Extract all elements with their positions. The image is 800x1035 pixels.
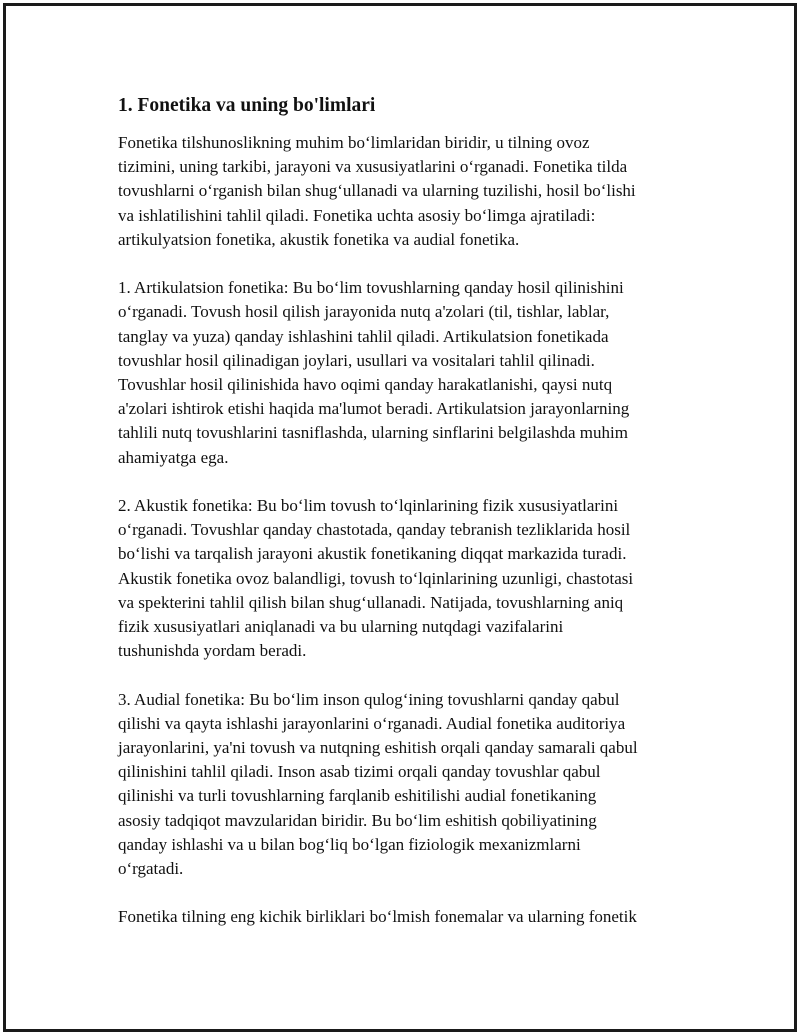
text-line: 1. Artikulatsion fonetika: Bu bo‘lim tovushlarning qanday hosil qilinishini <box>118 278 624 298</box>
document-body <box>118 92 688 954</box>
text-line: o‘rgatadi. <box>118 859 184 879</box>
text-line: artikulyatsion fonetika, akustik fonetika va audial fonetika. <box>118 229 520 249</box>
text-line: bo‘lishi va tarqalish jarayoni akustik fonetikaning diqqat markazida turadi. <box>118 544 627 564</box>
text-line: qilinishini tahlil qiladi. Inson asab tizimi orqali qanday tovushlar qabul <box>118 762 601 782</box>
section-heading: 1. Fonetika va uning bo'limlari <box>118 95 376 116</box>
text-line: o‘rganadi. Tovush hosil qilish jarayonida nutq a'zolari (til, tishlar, lablar, <box>118 302 610 322</box>
text-line: Fonetika tilning eng kichik birliklari bo‘lmish fonemalar va ularning fonetik <box>118 907 637 927</box>
text-line: Akustik fonetika ovoz balandligi, tovush to‘lqinlarining uzunligi, chastotasi <box>118 568 634 588</box>
text-line: 3. Audial fonetika: Bu bo‘lim inson qulog‘ining tovushlarni qanday qabul <box>118 689 620 709</box>
text-line: va spekterini tahlil qilish bilan shug‘ullanadi. Natijada, tovushlarning aniq <box>118 592 624 612</box>
text-line: 2. Akustik fonetika: Bu bo‘lim tovush to‘lqinlarining fizik xususiyatlarini <box>118 496 619 516</box>
paragraph-acoustic <box>118 494 688 663</box>
text-line: va ishlatilishini tahlil qiladi. Fonetika uchta asosiy bo‘limga ajratiladi: <box>118 205 596 225</box>
text-line: qanday ishlashi va u bilan bog‘liq bo‘lgan fiziologik mexanizmlarni <box>118 834 581 854</box>
text-line: fizik xususiyatlari aniqlanadi va bu ularning nutqdagi vazifalarini <box>118 617 564 637</box>
text-line: tushunishda yordam beradi. <box>118 641 307 661</box>
paragraph-articulatory <box>118 276 688 470</box>
text-line: tanglay va yuza) qanday ishlashini tahlil qiladi. Artikulatsion fonetikada <box>118 326 609 346</box>
text-line: tahlili nutq tovushlarini tasniflashda, ularning sinflarini belgilashda muhim <box>118 423 628 443</box>
text-line: Tovushlar hosil qilinishida havo oqimi qanday harakatlanishi, qaysi nutq <box>118 375 613 395</box>
text-line: qilinishi va turli tovushlarning farqlanib eshitilishi audial fonetikaning <box>118 786 597 806</box>
paragraph-auditory <box>118 688 688 882</box>
paragraph-closing <box>118 905 688 929</box>
text-line: o‘rganadi. Tovushlar qanday chastotada, qanday tebranish tezliklarida hosil <box>118 520 631 540</box>
text-line: tovushlar hosil qilinadigan joylari, usullari va vositalari tahlil qilinadi. <box>118 350 595 370</box>
text-line: asosiy tadqiqot mavzularidan biridir. Bu bo‘lim eshitish qobiliyatining <box>118 810 597 830</box>
paragraph-intro <box>118 131 688 252</box>
text-line: Fonetika tilshunoslikning muhim bo‘limlaridan biridir, u tilning ovoz <box>118 133 590 152</box>
text-line: tizimini, uning tarkibi, jarayoni va xususiyatlarini o‘rganadi. Fonetika tilda <box>118 157 628 177</box>
text-line: ahamiyatga ega. <box>118 447 229 467</box>
text-line: jarayonlarini, ya'ni tovush va nutqning eshitish orqali qanday samarali qabul <box>118 738 638 758</box>
text-line: tovushlarni o‘rganish bilan shug‘ullanadi va ularning tuzilishi, hosil bo‘lishi <box>118 181 636 201</box>
text-line: a'zolari ishtirok etishi haqida ma'lumot beradi. Artikulatsion jarayonlarning <box>118 399 630 419</box>
text-line: qilishi va qayta ishlashi jarayonlarini o‘rganadi. Audial fonetika auditoriya <box>118 713 626 733</box>
